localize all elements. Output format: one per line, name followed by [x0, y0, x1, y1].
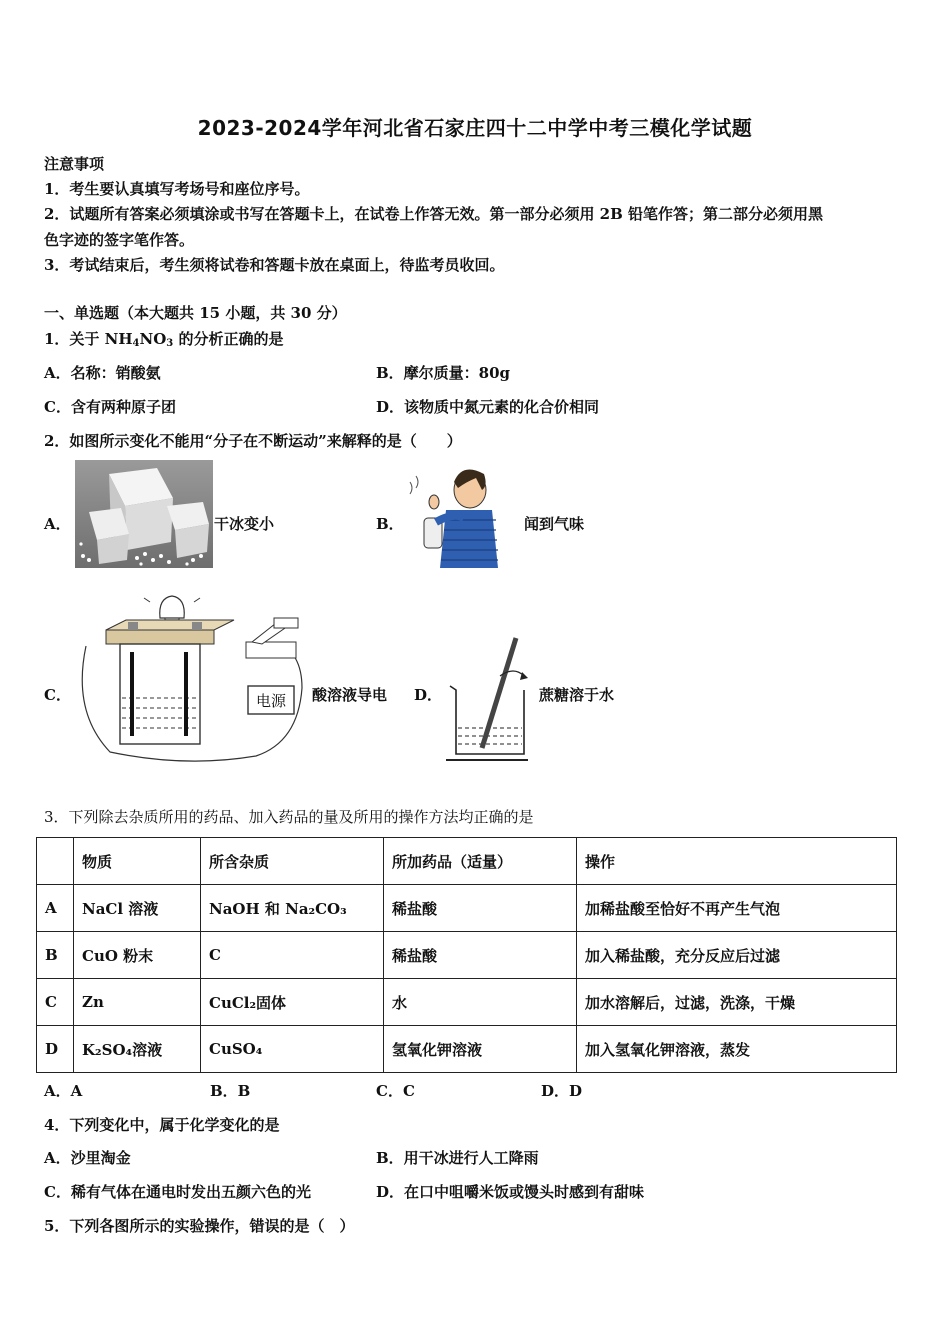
q4-option-c: C．稀有气体在通电时发出五颜六色的光	[44, 1183, 311, 1201]
notice-item-3: 3．考试结束后，考生须将试卷和答题卡放在桌面上，待监考员收回。	[44, 256, 505, 274]
table-cell: 氢氧化钾溶液	[384, 1026, 577, 1073]
q3-option-c: C．C	[376, 1082, 415, 1100]
question-5-stem: 5．下列各图所示的实验操作，错误的是（ ）	[44, 1217, 355, 1235]
table-cell: 水	[384, 979, 577, 1026]
header-cell: 所含杂质	[201, 838, 384, 885]
table-header-row	[37, 838, 897, 885]
table-cell: NaCl 溶液	[74, 885, 201, 932]
q2-option-b-letter: B．	[376, 515, 404, 533]
table-cell: NaOH 和 Na₂CO₃	[201, 885, 384, 932]
q1-option-b: B．摩尔质量：80g	[376, 364, 511, 382]
table-cell: 加入稀盐酸，充分反应后过滤	[577, 932, 897, 979]
q2-option-a-caption: 干冰变小	[214, 515, 275, 533]
table-cell: C	[37, 979, 74, 1026]
table-row	[37, 979, 897, 1026]
header-cell: 操作	[577, 838, 897, 885]
table-row	[37, 1026, 897, 1073]
table-cell: B	[37, 932, 74, 979]
q3-option-d: D．D	[541, 1082, 583, 1100]
q2-option-d-caption: 蔗糖溶于水	[539, 686, 615, 704]
q4-option-b: B．用干冰进行人工降雨	[376, 1149, 539, 1167]
q2-option-d-letter: D．	[414, 686, 443, 704]
question-3-stem: 3．下列除去杂质所用的药品、加入药品的量及所用的操作方法均正确的是	[44, 808, 534, 826]
power-source-label: 电源	[255, 692, 287, 710]
table-cell: A	[37, 885, 74, 932]
table-row	[37, 932, 897, 979]
table-cell: 加稀盐酸至恰好不再产生气泡	[577, 885, 897, 932]
table-cell: D	[37, 1026, 74, 1073]
q1-option-a: A．名称：销酸氨	[44, 364, 161, 382]
q1-option-d: D．该物质中氮元素的化合价相同	[376, 398, 600, 416]
q1-option-c: C．含有两种原子团	[44, 398, 176, 416]
notice-item-2: 2．试题所有答案必须填涂或书写在答题卡上，在试卷上作答无效。第一部分必须用 2B 铅笔作答；第二部分必须用黑	[44, 205, 824, 223]
table-cell: Zn	[74, 979, 201, 1026]
table-cell: C	[201, 932, 384, 979]
dry-ice-image	[75, 460, 213, 568]
table-cell: CuO 粉末	[74, 932, 201, 979]
header-cell: 物质	[74, 838, 201, 885]
q3-table	[36, 837, 897, 1073]
table-cell: 稀盐酸	[384, 932, 577, 979]
table-cell: 加水溶解后，过滤，洗涤，干燥	[577, 979, 897, 1026]
conductivity-apparatus-image	[66, 592, 306, 764]
notice-item-2-cont: 色字迹的签字笔作答。	[44, 231, 195, 249]
q2-option-c-letter: C．	[44, 686, 71, 704]
header-cell	[37, 838, 74, 885]
table-cell: 加入氢氧化钾溶液，蒸发	[577, 1026, 897, 1073]
q4-option-a: A．沙里淘金	[44, 1149, 131, 1167]
q3-option-a: A．A	[44, 1082, 83, 1100]
question-2-stem: 2．如图所示变化不能用“分子在不断运动”来解释的是（ ）	[44, 432, 462, 450]
table-cell: 稀盐酸	[384, 885, 577, 932]
q3-option-b: B．B	[210, 1082, 251, 1100]
notice-item-1: 1．考生要认真填写考场号和座位序号。	[44, 180, 310, 198]
notice-heading: 注意事项	[44, 155, 105, 173]
question-4-stem: 4．下列变化中，属于化学变化的是	[44, 1116, 280, 1134]
q2-option-b-caption: 闻到气味	[524, 515, 585, 533]
header-cell: 所加药品（适量）	[384, 838, 577, 885]
q2-option-c-caption: 酸溶液导电	[312, 686, 388, 704]
beaker-stirring-image	[442, 636, 532, 764]
q2-option-a-letter: A．	[44, 515, 71, 533]
q4-option-d: D．在口中咀嚼米饭或馒头时感到有甜味	[376, 1183, 645, 1201]
section-heading: 一、单选题（本大题共 15 小题，共 30 分）	[44, 304, 347, 322]
table-cell: CuSO₄	[201, 1026, 384, 1073]
boy-smelling-image	[406, 460, 514, 568]
question-1-stem: 1．关于 $NH_4NO_3$ 的分析正确的是	[44, 330, 284, 349]
table-cell: K₂SO₄溶液	[74, 1026, 201, 1073]
table-row	[37, 885, 897, 932]
table-cell: CuCl₂固体	[201, 979, 384, 1026]
page-title: 2023-2024学年河北省石家庄四十二中学中考三模化学试题	[197, 116, 753, 140]
